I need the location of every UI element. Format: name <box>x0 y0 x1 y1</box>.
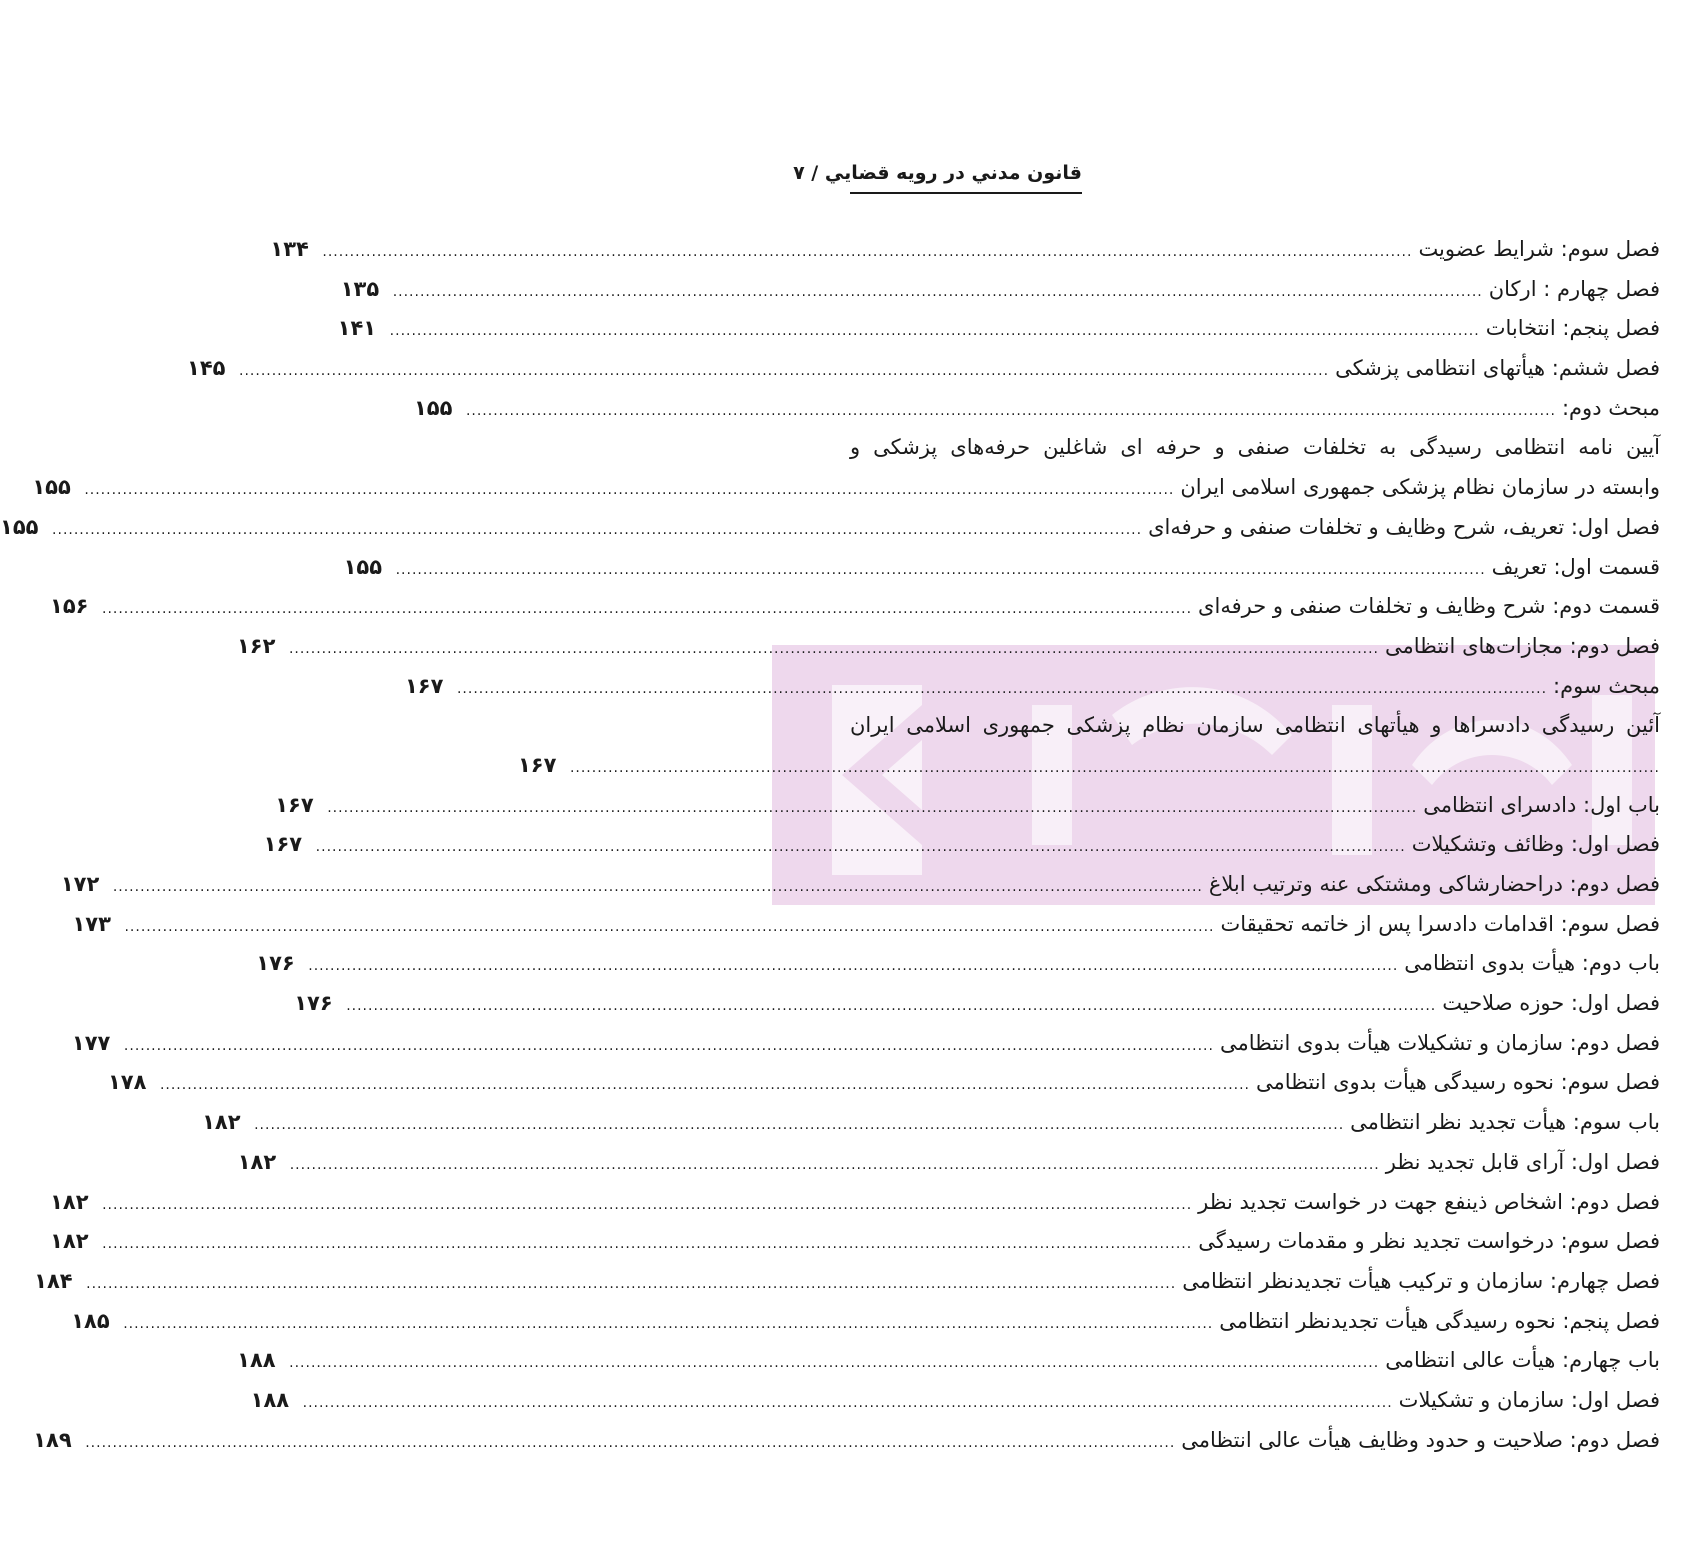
toc-page-number: ۱۸۸ <box>237 1348 276 1373</box>
toc-entry <box>72 905 1660 945</box>
toc-page-number: ۱۴۵ <box>187 356 226 381</box>
toc-entry-title: فصل دوم: سازمان و تشکیلات هیأت بدوی انتظامی <box>1219 1030 1660 1055</box>
toc-entry <box>33 1421 1660 1461</box>
toc-page-number: ۱۴۱ <box>337 316 377 341</box>
toc-page-number: ۱۸۲ <box>50 1229 89 1254</box>
toc-leader-dots: ........................................................................................................................................................................................................ <box>123 1315 1214 1332</box>
toc-entry-title: فصل دوم: دراحضارشاکی ومشتکی عنه وترتیب ابلاغ <box>1208 872 1660 896</box>
toc-leader-dots: ........................................................................................................................................................................................................ <box>569 759 1660 776</box>
toc-entry-title: آیین نامه انتظامی رسیدگی به تخلفات صنفی و حرفه ای شاغلین حرفه‌های پزشکی و <box>850 435 1660 460</box>
toc-leader-dots: ........................................................................................................................................................................................................ <box>392 283 1483 300</box>
toc-page-number: ۱۷۲ <box>60 872 100 896</box>
toc-leader-dots: ........................................................................................................................................................................................................ <box>254 1117 1345 1134</box>
toc-entry <box>340 270 1660 310</box>
toc-entry-title: فصل ششم: هیأتهای انتظامی پزشکی <box>1335 356 1660 381</box>
toc-page-number: ۱۸۵ <box>71 1308 110 1333</box>
toc-entry-title: فصل اول: آرای قابل تجدید نظر <box>1385 1149 1660 1174</box>
toc-entry <box>60 865 1660 905</box>
toc-entry <box>343 548 1660 588</box>
toc-leader-dots: ........................................................................................................................................................................................................ <box>102 1196 1193 1213</box>
toc-page-number: ۱۷۶ <box>294 991 333 1016</box>
toc-entry <box>202 1103 1660 1143</box>
toc-page-number: ۱۵۵ <box>0 514 39 539</box>
toc-leader-dots: ........................................................................................................................................................................................................ <box>456 680 1548 697</box>
toc-entry-title: آئین رسیدگی دادسراها و هیأتهای انتظامی سازمان نظام پزشکی جمهوری اسلامی ایران <box>850 713 1660 738</box>
toc-leader-dots: ........................................................................................................................................................................................................ <box>159 1077 1250 1094</box>
toc-entry <box>256 944 1660 984</box>
toc-entry <box>337 309 1660 349</box>
toc-entry-title: فصل سوم: درخواست تجدید نظر و مقدمات رسیدگی <box>1198 1229 1660 1254</box>
toc-leader-dots: ........................................................................................................................................................................................................ <box>124 918 1215 935</box>
toc-page-number: ۱۳۴ <box>270 237 309 261</box>
table-of-contents <box>0 230 1660 1460</box>
toc-entry <box>850 706 1660 746</box>
toc-page-number: ۱۷۷ <box>71 1030 111 1055</box>
toc-entry <box>263 825 1660 865</box>
toc-leader-dots: ........................................................................................................................................................................................................ <box>322 244 1413 260</box>
toc-page-number: ۱۳۵ <box>340 276 380 301</box>
toc-page-number: ۱۷۸ <box>107 1070 147 1095</box>
toc-leader-dots: ........................................................................................................................................................................................................ <box>346 998 1437 1015</box>
toc-page-number: ۱۸۴ <box>34 1268 73 1293</box>
running-title: قانون مدني در رويه قضايي / ۷ <box>793 162 1082 184</box>
toc-entry <box>50 587 1660 627</box>
toc-page-number: ۱۸۹ <box>33 1427 72 1452</box>
toc-entry <box>237 1341 1660 1381</box>
toc-page-number: ۱۸۸ <box>250 1387 290 1412</box>
toc-entry <box>404 667 1660 707</box>
toc-entry-title: فصل چهارم : ارکان <box>1488 276 1660 301</box>
toc-entry <box>294 984 1660 1024</box>
toc-leader-dots: ........................................................................................................................................................................................................ <box>102 1236 1193 1253</box>
toc-page-number: ۱۷۳ <box>72 911 111 936</box>
toc-page-number: ۱۶۷ <box>517 752 557 777</box>
toc-entry-title: فصل دوم: اشخاص ذینفع جهت در خواست تجدید نظر <box>1198 1189 1660 1214</box>
toc-page-number: ۱۶۷ <box>263 832 303 857</box>
toc-entry <box>34 1262 1660 1302</box>
toc-entry <box>237 1143 1660 1183</box>
toc-entry <box>50 1183 1660 1223</box>
toc-entry <box>250 1381 1660 1421</box>
toc-leader-dots: ........................................................................................................................................................................................................ <box>308 958 1399 975</box>
toc-entry-title: فصل اول: وظائف وتشکیلات <box>1411 832 1660 857</box>
toc-entry-title: فصل سوم: اقدامات دادسرا پس از خاتمه تحقیقات <box>1220 911 1660 936</box>
toc-entry <box>850 428 1660 468</box>
toc-page-number: ۱۶۷ <box>404 673 444 698</box>
toc-leader-dots: ........................................................................................................................................................................................................ <box>102 601 1193 618</box>
toc-page-number: ۱۸۲ <box>237 1149 277 1174</box>
toc-leader-dots: ........................................................................................................................................................................................................ <box>85 1434 1176 1451</box>
toc-entry <box>236 627 1660 667</box>
toc-leader-dots: ........................................................................................................................................................................................................ <box>239 363 1330 380</box>
toc-entry <box>413 389 1660 429</box>
toc-page-number: ۱۸۲ <box>50 1189 89 1214</box>
toc-entry-title: مبحث سوم: <box>1553 673 1660 698</box>
toc-entry-title: باب دوم: هیأت بدوی انتظامی <box>1404 951 1660 976</box>
toc-page-number: ۱۶۷ <box>275 792 314 817</box>
toc-leader-dots: ........................................................................................................................................................................................................ <box>123 1037 1214 1054</box>
toc-entry-title: مبحث دوم: <box>1561 395 1660 420</box>
toc-entry-title: قسمت دوم: شرح وظایف و تخلفات صنفی و حرفه‌ای <box>1198 594 1660 619</box>
toc-entry <box>275 786 1660 826</box>
toc-leader-dots: ........................................................................................................................................................................................................ <box>84 482 1175 499</box>
toc-entry-title: باب اول: دادسرای انتظامی <box>1423 792 1660 817</box>
toc-entry <box>50 1222 1660 1262</box>
toc-page-number: ۱۷۶ <box>256 951 295 976</box>
toc-leader-dots: ........................................................................................................................................................................................................ <box>112 879 1203 895</box>
toc-entry-title: فصل اول: تعریف، شرح وظایف و تخلفات صنفی و حرفه‌ای <box>1148 514 1660 539</box>
toc-entry <box>0 508 1660 548</box>
toc-leader-dots: ........................................................................................................................................................................................................ <box>315 839 1406 856</box>
toc-entry <box>517 746 1660 786</box>
toc-leader-dots: ........................................................................................................................................................................................................ <box>465 402 1556 419</box>
toc-entry <box>71 1302 1660 1342</box>
toc-entry-title: فصل دوم: صلاحیت و حدود وظایف هیأت عالی انتظامی <box>1181 1427 1660 1452</box>
toc-entry <box>107 1063 1660 1103</box>
toc-page-number: ۱۸۲ <box>202 1110 241 1135</box>
toc-page-number: ۱۵۵ <box>343 554 383 579</box>
toc-entry-title: فصل پنجم: انتخابات <box>1485 316 1660 341</box>
toc-entry-title: فصل اول: سازمان و تشکیلات <box>1398 1387 1660 1412</box>
toc-entry <box>32 468 1660 508</box>
toc-entry <box>270 230 1660 270</box>
toc-entry-title: وابسته در سازمان نظام پزشکی جمهوری اسلامی ایران <box>1180 475 1660 500</box>
running-header <box>793 158 1082 194</box>
toc-entry-title: باب چهارم: هیأت عالی انتظامی <box>1385 1348 1660 1373</box>
toc-leader-dots: ........................................................................................................................................................................................................ <box>289 1355 1380 1372</box>
toc-entry-title: فصل چهارم: سازمان و ترکیب هیأت تجدیدنظر انتظامی <box>1182 1268 1660 1293</box>
toc-entry-title: فصل اول: حوزه صلاحیت <box>1442 991 1660 1016</box>
toc-entry-title: فصل دوم: مجازات‌های انتظامی <box>1385 633 1660 658</box>
toc-page-number: ۱۵۶ <box>50 594 89 619</box>
toc-entry-title: باب سوم: هیأت تجدید نظر انتظامی <box>1350 1110 1660 1135</box>
toc-entry <box>71 1024 1660 1064</box>
toc-leader-dots: ........................................................................................................................................................................................................ <box>289 1156 1380 1173</box>
toc-page-number: ۱۵۵ <box>32 475 71 500</box>
toc-leader-dots: ........................................................................................................................................................................................................ <box>86 1275 1177 1292</box>
toc-leader-dots: ........................................................................................................................................................................................................ <box>389 323 1480 340</box>
toc-leader-dots: ........................................................................................................................................................................................................ <box>52 521 1143 538</box>
toc-leader-dots: ........................................................................................................................................................................................................ <box>395 561 1486 578</box>
toc-entry <box>187 349 1660 389</box>
toc-entry-title: فصل سوم: شرایط عضویت <box>1418 237 1660 261</box>
toc-leader-dots: ........................................................................................................................................................................................................ <box>288 640 1379 657</box>
toc-page-number: ۱۵۵ <box>413 395 453 420</box>
toc-page-number: ۱۶۲ <box>236 633 276 658</box>
toc-leader-dots: ........................................................................................................................................................................................................ <box>302 1394 1393 1411</box>
toc-entry-title: فصل سوم: نحوه رسیدگی هیأت بدوی انتظامی <box>1256 1070 1660 1095</box>
toc-entry-title: فصل پنجم: نحوه رسیدگی هیأت تجدیدنظر انتظامی <box>1219 1308 1660 1333</box>
toc-entry-title: قسمت اول: تعریف <box>1491 554 1660 579</box>
toc-leader-dots: ........................................................................................................................................................................................................ <box>327 799 1418 816</box>
